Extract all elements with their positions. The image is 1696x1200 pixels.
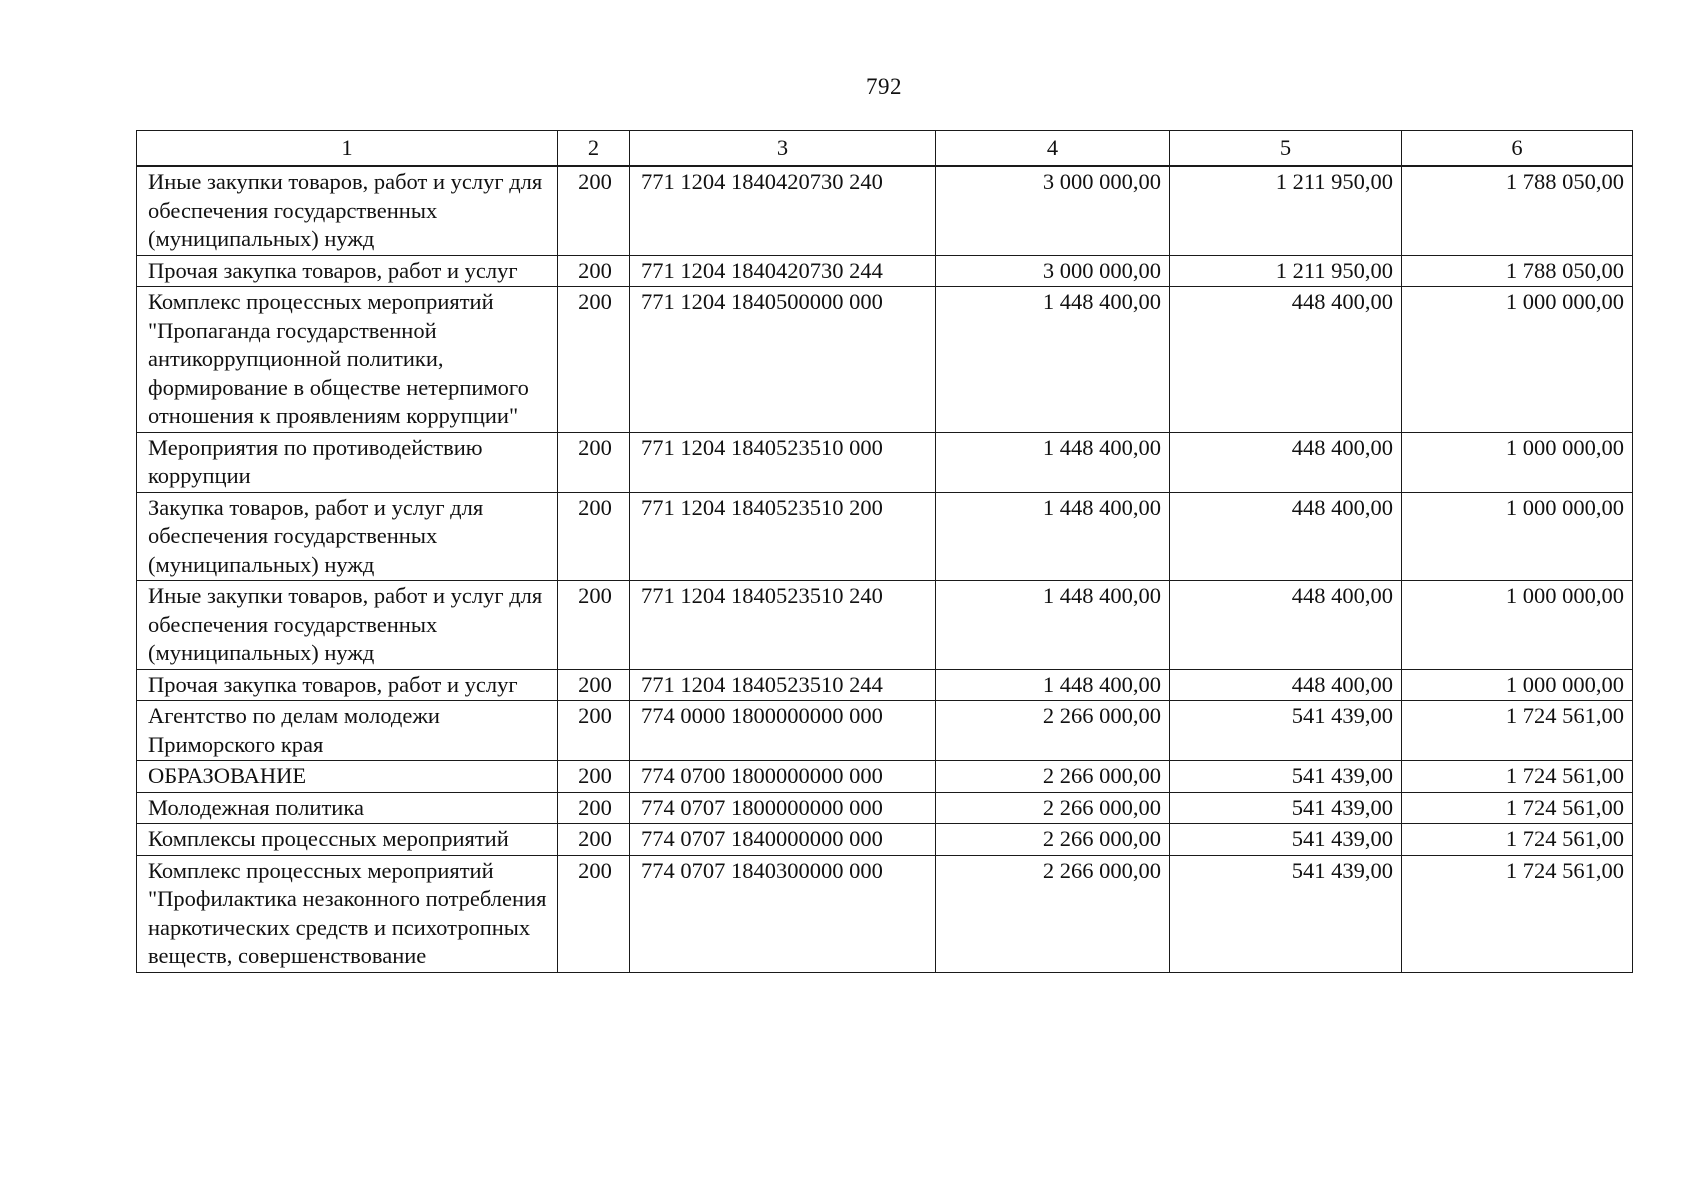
budget-table bbox=[136, 130, 1633, 973]
row-kbk: 774 0707 1800000000 000 bbox=[630, 792, 936, 824]
row-kbk: 774 0700 1800000000 000 bbox=[630, 761, 936, 793]
column-header-3: 3 bbox=[630, 131, 936, 167]
row-amount-5: 1 211 950,00 bbox=[1170, 166, 1402, 255]
row-amount-5: 448 400,00 bbox=[1170, 581, 1402, 670]
row-amount-5: 1 211 950,00 bbox=[1170, 255, 1402, 287]
table-row bbox=[137, 855, 1633, 972]
row-amount-5: 448 400,00 bbox=[1170, 287, 1402, 433]
row-code: 200 bbox=[558, 855, 630, 972]
row-amount-6: 1 000 000,00 bbox=[1402, 492, 1633, 581]
row-amount-5: 541 439,00 bbox=[1170, 824, 1402, 856]
row-amount-5: 448 400,00 bbox=[1170, 669, 1402, 701]
row-code: 200 bbox=[558, 792, 630, 824]
row-amount-4: 1 448 400,00 bbox=[936, 492, 1170, 581]
row-code: 200 bbox=[558, 581, 630, 670]
column-header-6: 6 bbox=[1402, 131, 1633, 167]
table-row bbox=[137, 255, 1633, 287]
row-kbk: 771 1204 1840500000 000 bbox=[630, 287, 936, 433]
table-row bbox=[137, 166, 1633, 255]
table-header-row bbox=[137, 131, 1633, 167]
row-amount-6: 1 000 000,00 bbox=[1402, 432, 1633, 492]
row-amount-4: 2 266 000,00 bbox=[936, 824, 1170, 856]
row-kbk: 771 1204 1840523510 240 bbox=[630, 581, 936, 670]
row-amount-5: 541 439,00 bbox=[1170, 701, 1402, 761]
row-code: 200 bbox=[558, 432, 630, 492]
row-kbk: 774 0707 1840300000 000 bbox=[630, 855, 936, 972]
page-number: 792 bbox=[866, 74, 902, 99]
row-code: 200 bbox=[558, 166, 630, 255]
table-row bbox=[137, 492, 1633, 581]
table-row bbox=[137, 701, 1633, 761]
row-amount-4: 2 266 000,00 bbox=[936, 792, 1170, 824]
row-amount-4: 2 266 000,00 bbox=[936, 701, 1170, 761]
row-name: Комплексы процессных мероприятий bbox=[137, 824, 558, 856]
column-header-2: 2 bbox=[558, 131, 630, 167]
row-name: Прочая закупка товаров, работ и услуг bbox=[137, 255, 558, 287]
row-name: Иные закупки товаров, работ и услуг для обеспечения государственных (муниципальных) нужд bbox=[137, 166, 558, 255]
row-amount-4: 1 448 400,00 bbox=[936, 432, 1170, 492]
table-row bbox=[137, 432, 1633, 492]
table-row bbox=[137, 761, 1633, 793]
row-amount-4: 2 266 000,00 bbox=[936, 761, 1170, 793]
table-row bbox=[137, 824, 1633, 856]
row-kbk: 771 1204 1840420730 240 bbox=[630, 166, 936, 255]
row-amount-4: 1 448 400,00 bbox=[936, 581, 1170, 670]
row-kbk: 774 0000 1800000000 000 bbox=[630, 701, 936, 761]
row-amount-4: 1 448 400,00 bbox=[936, 669, 1170, 701]
row-code: 200 bbox=[558, 701, 630, 761]
table-row bbox=[137, 581, 1633, 670]
row-amount-6: 1 000 000,00 bbox=[1402, 581, 1633, 670]
row-name: Прочая закупка товаров, работ и услуг bbox=[137, 669, 558, 701]
row-kbk: 771 1204 1840420730 244 bbox=[630, 255, 936, 287]
row-name: ОБРАЗОВАНИЕ bbox=[137, 761, 558, 793]
row-amount-6: 1 724 561,00 bbox=[1402, 792, 1633, 824]
row-amount-6: 1 724 561,00 bbox=[1402, 855, 1633, 972]
row-code: 200 bbox=[558, 761, 630, 793]
row-name: Комплекс процессных мероприятий "Пропаганда государственной антикоррупционной политики, формирование в обществе нетерпимого отношения к проявлениям коррупции" bbox=[137, 287, 558, 433]
table-row bbox=[137, 287, 1633, 433]
row-code: 200 bbox=[558, 669, 630, 701]
row-amount-6: 1 788 050,00 bbox=[1402, 166, 1633, 255]
row-kbk: 771 1204 1840523510 000 bbox=[630, 432, 936, 492]
row-amount-6: 1 724 561,00 bbox=[1402, 701, 1633, 761]
row-code: 200 bbox=[558, 287, 630, 433]
row-amount-5: 541 439,00 bbox=[1170, 792, 1402, 824]
row-amount-4: 3 000 000,00 bbox=[936, 166, 1170, 255]
row-amount-4: 2 266 000,00 bbox=[936, 855, 1170, 972]
row-amount-6: 1 724 561,00 bbox=[1402, 824, 1633, 856]
row-code: 200 bbox=[558, 824, 630, 856]
row-code: 200 bbox=[558, 255, 630, 287]
row-name: Иные закупки товаров, работ и услуг для обеспечения государственных (муниципальных) нужд bbox=[137, 581, 558, 670]
row-amount-4: 1 448 400,00 bbox=[936, 287, 1170, 433]
table-body bbox=[137, 166, 1633, 972]
row-kbk: 771 1204 1840523510 244 bbox=[630, 669, 936, 701]
row-amount-6: 1 000 000,00 bbox=[1402, 287, 1633, 433]
row-amount-5: 448 400,00 bbox=[1170, 492, 1402, 581]
row-amount-6: 1 000 000,00 bbox=[1402, 669, 1633, 701]
row-code: 200 bbox=[558, 492, 630, 581]
row-name: Мероприятия по противодействию коррупции bbox=[137, 432, 558, 492]
row-amount-6: 1 724 561,00 bbox=[1402, 761, 1633, 793]
column-header-5: 5 bbox=[1170, 131, 1402, 167]
row-amount-5: 448 400,00 bbox=[1170, 432, 1402, 492]
column-header-1: 1 bbox=[137, 131, 558, 167]
table-row bbox=[137, 669, 1633, 701]
row-name: Агентство по делам молодежи Приморского края bbox=[137, 701, 558, 761]
row-amount-4: 3 000 000,00 bbox=[936, 255, 1170, 287]
row-amount-6: 1 788 050,00 bbox=[1402, 255, 1633, 287]
table-row bbox=[137, 792, 1633, 824]
row-amount-5: 541 439,00 bbox=[1170, 761, 1402, 793]
row-kbk: 774 0707 1840000000 000 bbox=[630, 824, 936, 856]
row-name: Комплекс процессных мероприятий "Профилактика незаконного потребления наркотических средств и психотропных веществ, совершенствование bbox=[137, 855, 558, 972]
row-kbk: 771 1204 1840523510 200 bbox=[630, 492, 936, 581]
column-header-4: 4 bbox=[936, 131, 1170, 167]
row-name: Закупка товаров, работ и услуг для обеспечения государственных (муниципальных) нужд bbox=[137, 492, 558, 581]
row-amount-5: 541 439,00 bbox=[1170, 855, 1402, 972]
row-name: Молодежная политика bbox=[137, 792, 558, 824]
